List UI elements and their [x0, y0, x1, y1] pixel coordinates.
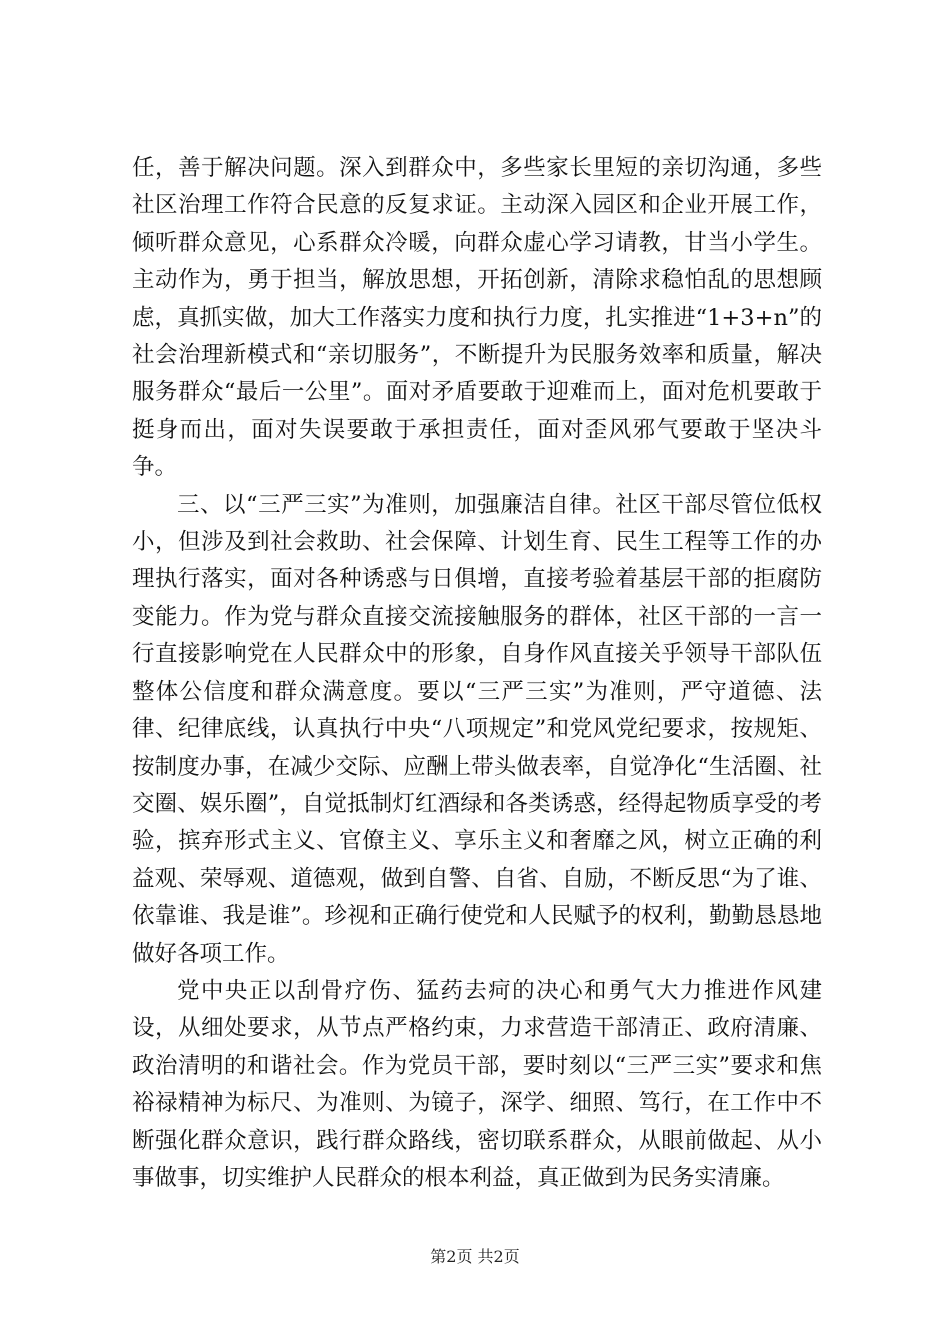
paragraph-conclusion: 党中央正以刮骨疗伤、猛药去疴的决心和勇气大力推进作风建设，从细处要求，从节点严格约束，力求营造干部清正、政府清廉、政治清明的和谐社会。作为党员干部，要时刻以“三严三实”要求和焦裕禄精神为标尺、为准则、为镜子，深学、细照、笃行，在工作中不断强化群众意识，践行群众路线，密切联系群众，从眼前做起、从小事做事，切实维护人民群众的根本利益，真正做到为民务实清廉。 [132, 977, 822, 1191]
paragraph-continuation: 任，善于解决问题。深入到群众中，多些家长里短的亲切沟通，多些社区治理工作符合民意的反复求证。主动深入园区和企业开展工作，倾听群众意见，心系群众冷暖，向群众虚心学习请教，甘当小学生。主动作为，勇于担当，解放思想，开拓创新，清除求稳怕乱的思想顾虑，真抓实做，加大工作落实力度和执行力度，扎实推进“1+3+n”的社会治理新模式和“亲切服务”，不断提升为民服务效率和质量，解决服务群众“最后一公里”。面对矛盾要敢于迎难而上，面对危机要敢于挺身而出，面对失误要敢于承担责任，面对歪风邪气要敢于坚决斗争。 [132, 155, 822, 481]
document-body [132, 150, 822, 1197]
paragraph-section-three: 三、以“三严三实”为准则，加强廉洁自律。社区干部尽管位低权小，但涉及到社会救助、社会保障、计划生育、民生工程等工作的办理执行落实，面对各种诱惑与日俱增，直接考验着基层干部的拒腐防变能力。作为党与群众直接交流接触服务的群体，社区干部的一言一行直接影响党在人民群众中的形象，自身作风直接关乎领导干部队伍整体公信度和群众满意度。要以“三严三实”为准则，严守道德、法律、纪律底线，认真执行中央“八项规定”和党风党纪要求，按规矩、按制度办事，在减少交际、应酬上带头做表率，自觉净化“生活圈、社交圈、娱乐圈”，自觉抵制灯红酒绿和各类诱惑，经得起物质享受的考验，摈弃形式主义、官僚主义、享乐主义和奢靡之风，树立正确的利益观、荣辱观、道德观，做到自警、自省、自励，不断反思“为了谁、依靠谁、我是谁”。珍视和正确行使党和人民赋予的权利，勤勤恳恳地做好各项工作。 [132, 491, 822, 967]
page-number-footer: 第2页 共2页 [430, 1247, 520, 1266]
